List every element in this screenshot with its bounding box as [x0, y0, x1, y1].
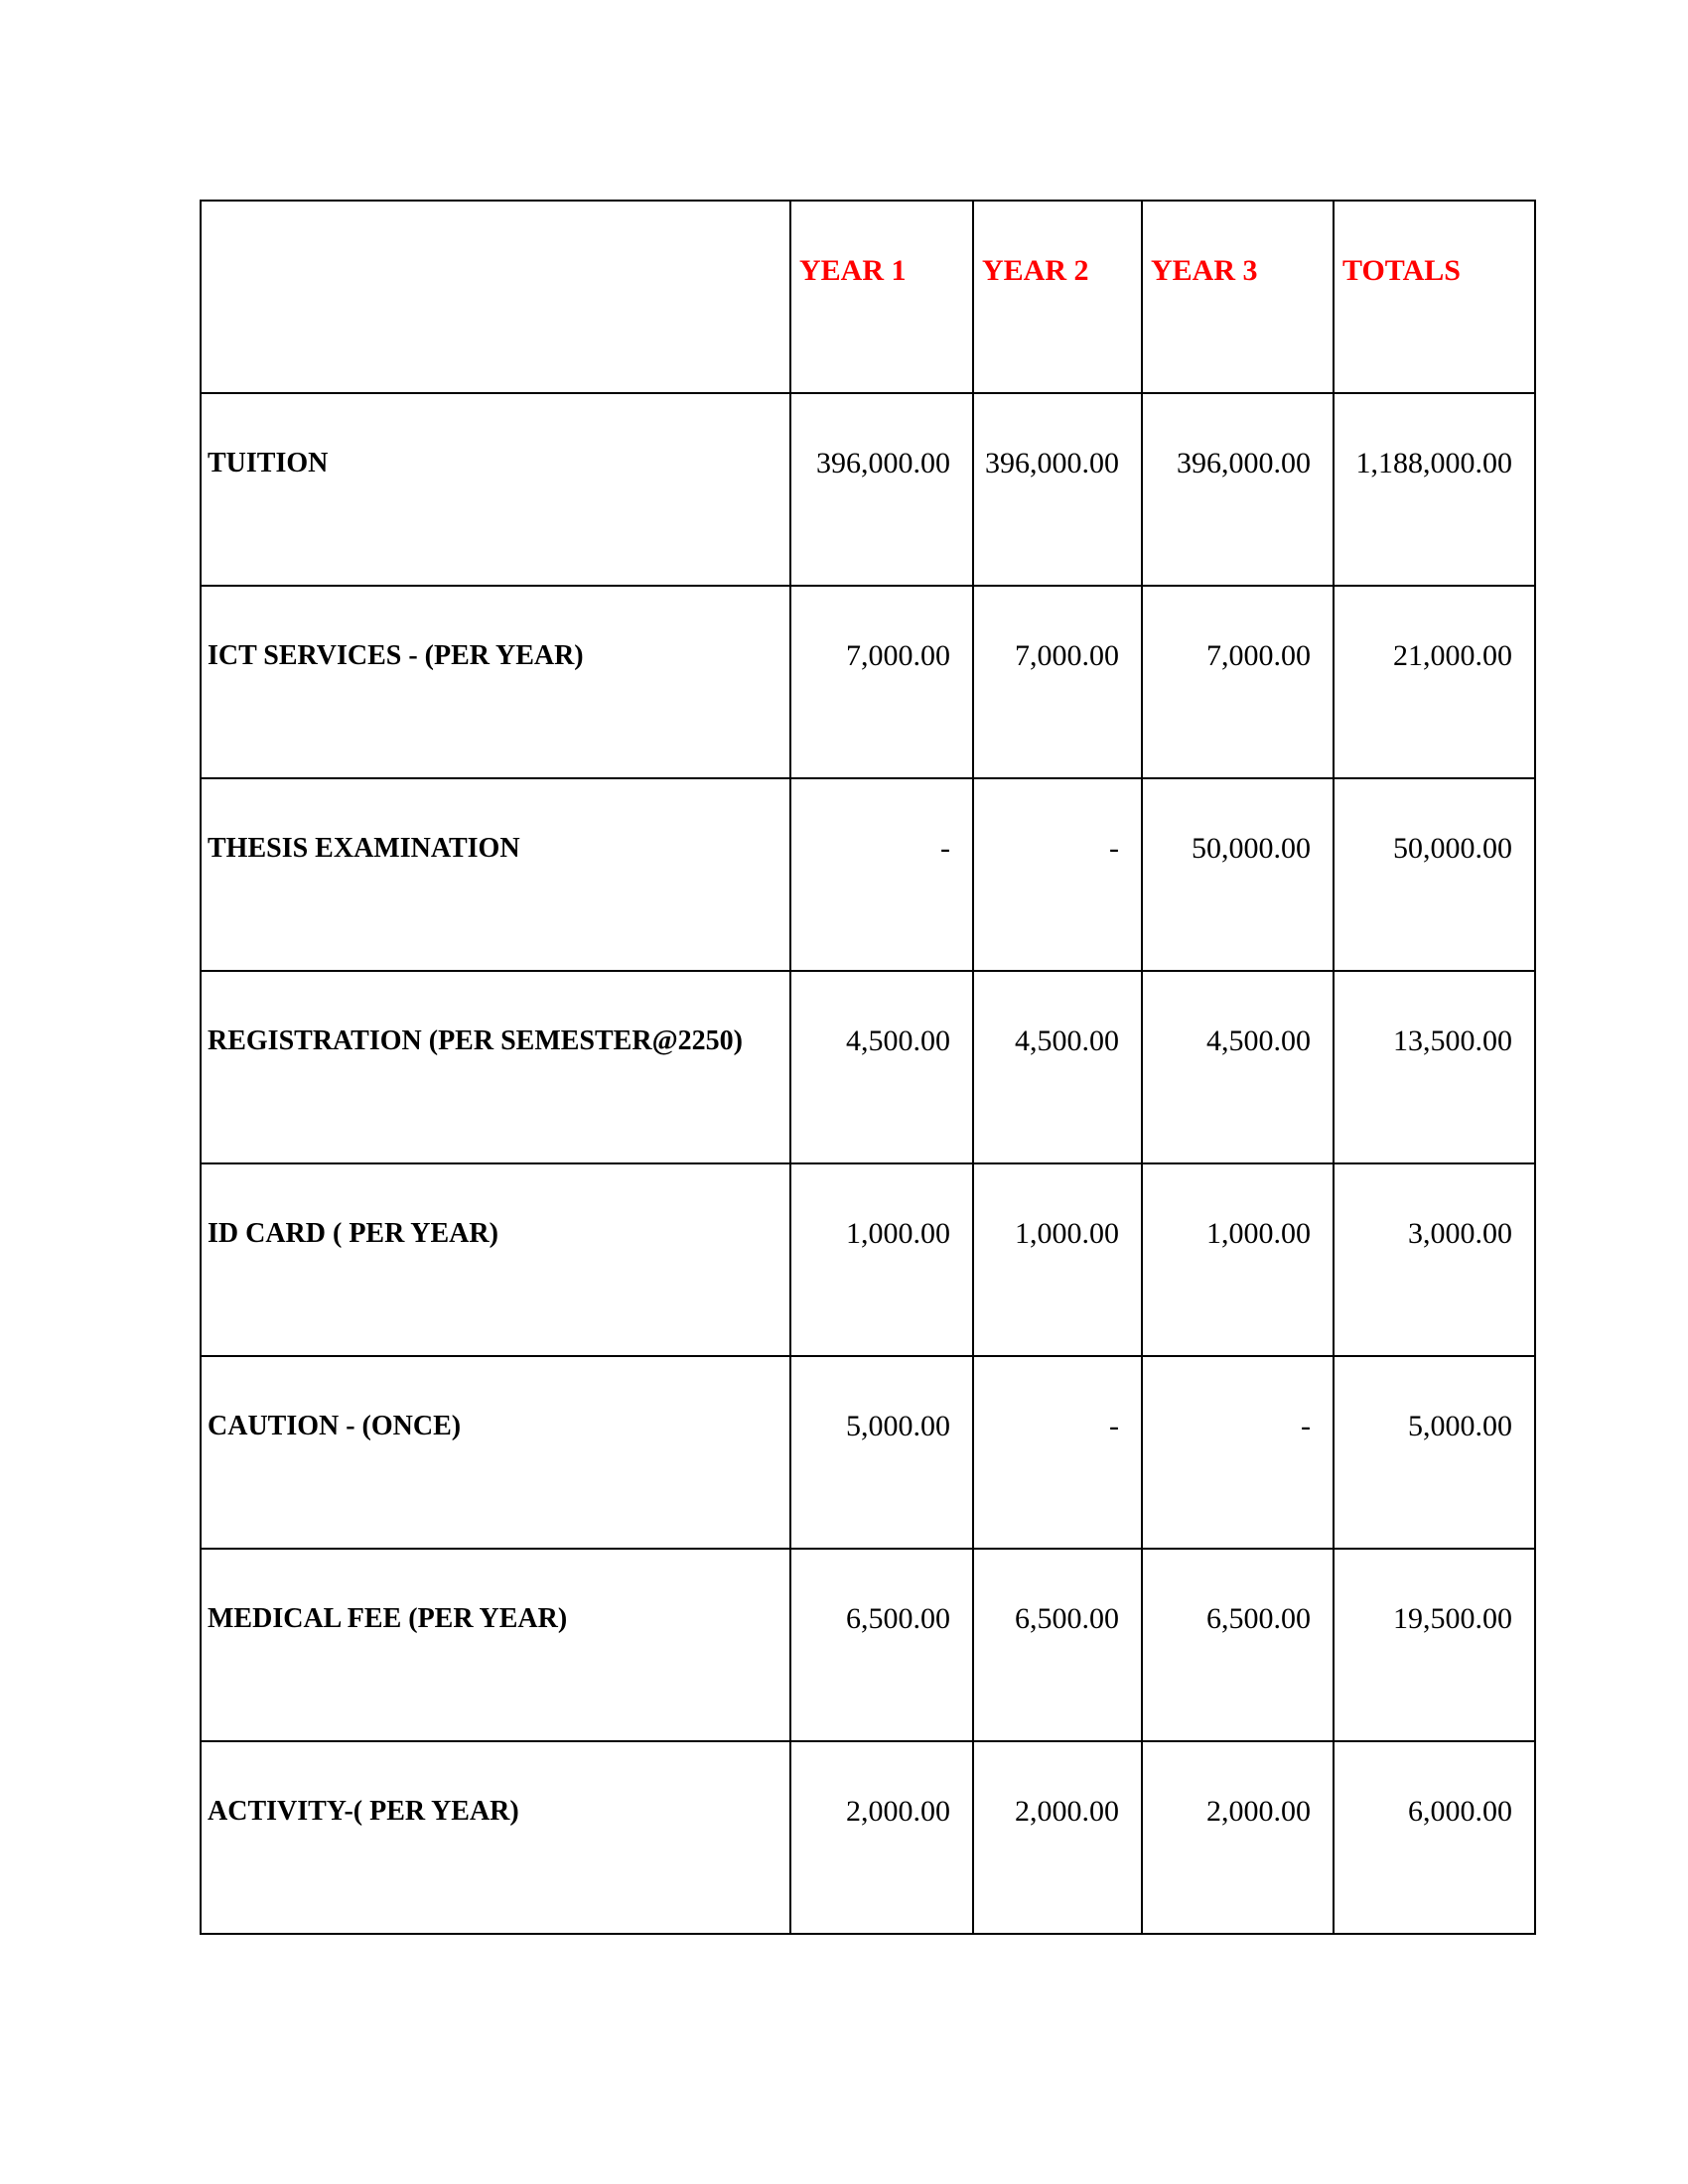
amount-year3: 2,000.00: [1142, 1741, 1334, 1934]
header-row: [201, 201, 1535, 393]
amount-year1: 1,000.00: [790, 1163, 973, 1356]
table-row-caution: [201, 1356, 1535, 1549]
row-label: THESIS EXAMINATION: [201, 778, 790, 971]
amount-year2: -: [973, 778, 1142, 971]
amount-year1: 4,500.00: [790, 971, 973, 1163]
row-label: ICT SERVICES - (PER YEAR): [201, 586, 790, 778]
table-row-id-card: [201, 1163, 1535, 1356]
amount-total: 1,188,000.00: [1334, 393, 1535, 586]
amount-year2: 4,500.00: [973, 971, 1142, 1163]
table-row-medical-fee: [201, 1549, 1535, 1741]
amount-year1: 6,500.00: [790, 1549, 973, 1741]
amount-total: 5,000.00: [1334, 1356, 1535, 1549]
amount-total: 50,000.00: [1334, 778, 1535, 971]
corner-header-cell: [201, 201, 790, 393]
table-row-thesis-examination: [201, 778, 1535, 971]
amount-year3: 7,000.00: [1142, 586, 1334, 778]
amount-year1: -: [790, 778, 973, 971]
amount-total: 3,000.00: [1334, 1163, 1535, 1356]
amount-year3: 1,000.00: [1142, 1163, 1334, 1356]
amount-total: 13,500.00: [1334, 971, 1535, 1163]
amount-year3: 4,500.00: [1142, 971, 1334, 1163]
amount-year2: -: [973, 1356, 1142, 1549]
table-row-ict-services: [201, 586, 1535, 778]
amount-total: 6,000.00: [1334, 1741, 1535, 1934]
row-label: ACTIVITY-( PER YEAR): [201, 1741, 790, 1934]
amount-year2: 6,500.00: [973, 1549, 1142, 1741]
row-label: MEDICAL FEE (PER YEAR): [201, 1549, 790, 1741]
row-label: CAUTION - (ONCE): [201, 1356, 790, 1549]
amount-year2: 396,000.00: [973, 393, 1142, 586]
amount-year1: 7,000.00: [790, 586, 973, 778]
column-header-year2: YEAR 2: [973, 201, 1142, 393]
amount-year3: 6,500.00: [1142, 1549, 1334, 1741]
row-label: TUITION: [201, 393, 790, 586]
amount-year2: 7,000.00: [973, 586, 1142, 778]
amount-year1: 5,000.00: [790, 1356, 973, 1549]
table-row-tuition: [201, 393, 1535, 586]
amount-year3: 396,000.00: [1142, 393, 1334, 586]
amount-year1: 396,000.00: [790, 393, 973, 586]
amount-year3: 50,000.00: [1142, 778, 1334, 971]
fee-schedule-table-container: [200, 200, 1536, 1935]
amount-total: 19,500.00: [1334, 1549, 1535, 1741]
amount-year2: 2,000.00: [973, 1741, 1142, 1934]
column-header-year1: YEAR 1: [790, 201, 973, 393]
amount-total: 21,000.00: [1334, 586, 1535, 778]
column-header-year3: YEAR 3: [1142, 201, 1334, 393]
amount-year1: 2,000.00: [790, 1741, 973, 1934]
row-label: ID CARD ( PER YEAR): [201, 1163, 790, 1356]
fee-schedule-table: [200, 200, 1536, 1935]
column-header-totals: TOTALS: [1334, 201, 1535, 393]
amount-year2: 1,000.00: [973, 1163, 1142, 1356]
table-row-activity: [201, 1741, 1535, 1934]
row-label: REGISTRATION (PER SEMESTER@2250): [201, 971, 790, 1163]
table-row-registration: [201, 971, 1535, 1163]
amount-year3: -: [1142, 1356, 1334, 1549]
